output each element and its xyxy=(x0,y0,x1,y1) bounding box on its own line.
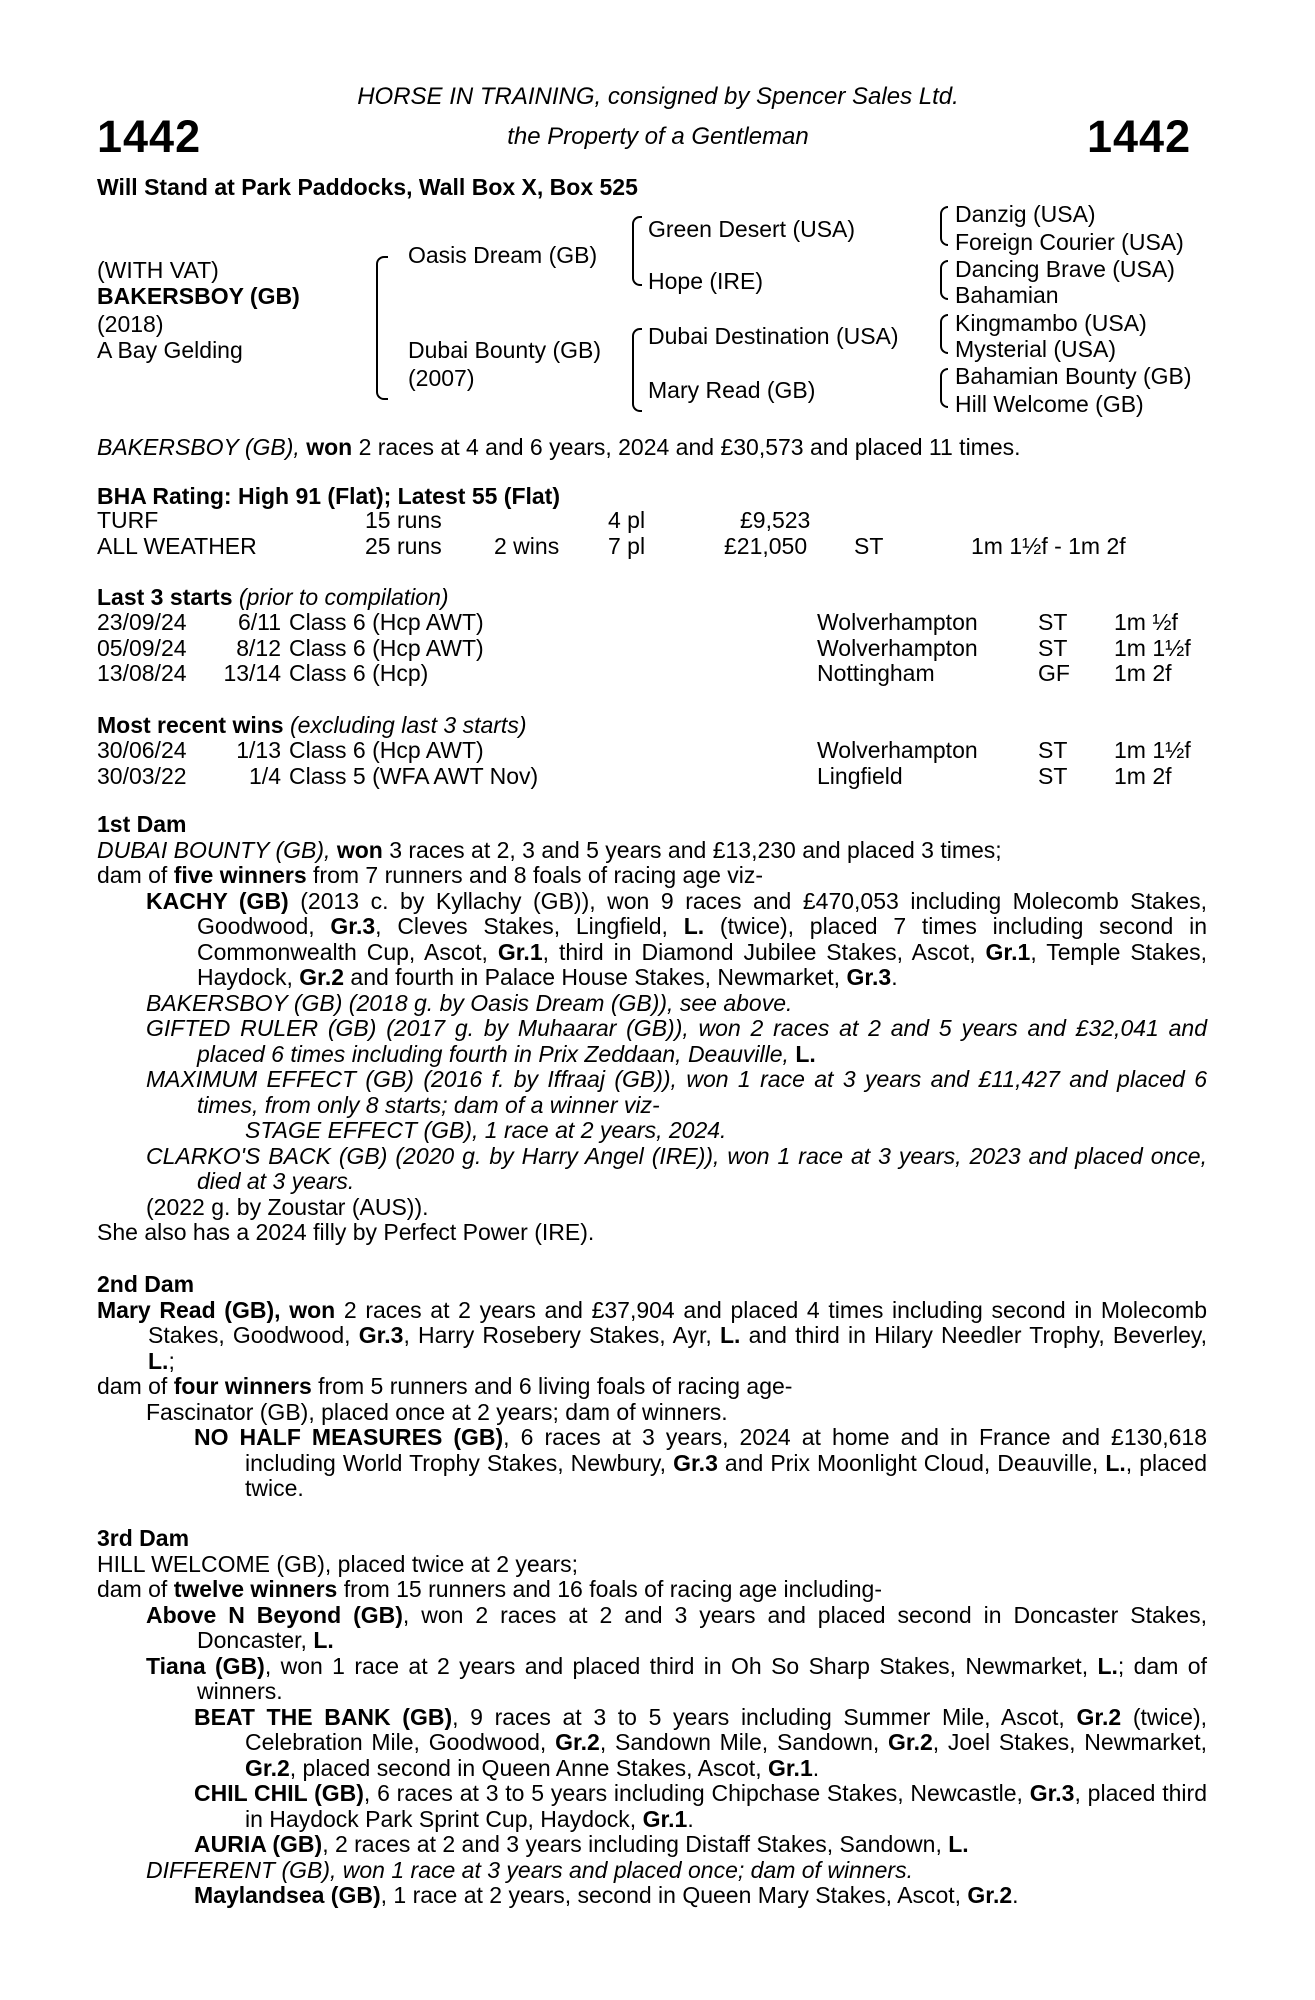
record-text: ; xyxy=(168,1347,175,1374)
placed: 4 pl xyxy=(608,507,646,533)
grandprogeny-no-half-measures xyxy=(97,1425,1207,1502)
record-text: 3 races at 2, 3 and 5 years and £13,230 and placed 3 times; xyxy=(389,836,1002,863)
horse-name: BAKERSBOY (GB) xyxy=(97,283,300,309)
last3-note: (prior to compilation) xyxy=(238,584,449,610)
dam-of-label: dam of xyxy=(97,1373,168,1399)
progeny-kachy xyxy=(97,889,1207,991)
third-dam-section xyxy=(97,1526,1207,1909)
filly-note: She also has a 2024 filly by Perfect Power (IRE). xyxy=(97,1219,595,1245)
grandprogeny-auria xyxy=(97,1832,1207,1858)
produce-text: from 15 runners and 16 foals of racing age including- xyxy=(343,1576,882,1602)
stand-location: Will Stand at Park Paddocks, Wall Box X, Box 525 xyxy=(97,174,638,200)
listed-label: L. xyxy=(948,1831,969,1857)
distance: 1m 1½f - 1m 2f xyxy=(971,532,1126,559)
summary-record: 2 races at 4 and 6 years, 2024 and £30,573 and placed 11 times. xyxy=(358,434,1021,460)
grade-label: Gr.2 xyxy=(888,1729,933,1755)
distance: 1m 1½f xyxy=(1114,634,1191,661)
grandsire-7: Bahamian Bounty (GB) xyxy=(955,363,1192,389)
grade-label: Gr.2 xyxy=(245,1754,290,1781)
surface: ALL WEATHER xyxy=(97,532,257,559)
dam-dam-name: Mary Read (GB) xyxy=(648,377,816,403)
last3-heading xyxy=(97,584,449,610)
winners-count: five winners xyxy=(173,862,307,888)
surface: TURF xyxy=(97,507,159,533)
race-class: Class 6 (Hcp AWT) xyxy=(289,737,484,763)
pedigree-brace-sire xyxy=(632,216,642,286)
sire-dam-name: Hope (IRE) xyxy=(648,268,764,294)
prize: £9,523 xyxy=(740,507,811,533)
course: Nottingham xyxy=(817,660,935,686)
progeny-text: , placed twice. xyxy=(245,1449,1208,1501)
distance: 1m 2f xyxy=(1114,660,1172,686)
progeny-text: , Cleves Stakes, Lingfield, xyxy=(375,913,668,939)
race-class: Class 6 (Hcp AWT) xyxy=(289,634,484,661)
progeny-text: (2013 c. by Kyllachy (GB)), won 9 races and £470,053 including Molecomb Stakes, Goodwood, xyxy=(197,887,1207,939)
listed-label: L. xyxy=(683,913,705,939)
position: 6/11 xyxy=(237,609,281,635)
grandsire-1: Danzig (USA) xyxy=(955,201,1096,227)
listed-label: L. xyxy=(1097,1652,1118,1679)
summary-horse-name: BAKERSBOY (GB), xyxy=(97,434,300,460)
recent-wins-note: (excluding last 3 starts) xyxy=(290,712,527,738)
progeny-name: NO HALF MEASURES (GB) xyxy=(194,1424,504,1450)
progeny-name: BEAT THE BANK (GB) xyxy=(194,1703,453,1730)
runs: 15 runs xyxy=(365,507,442,533)
position: 13/14 xyxy=(223,660,281,686)
progeny-maximum-effect: MAXIMUM EFFECT (GB) (2016 f. by Iffraaj (GB)), won 1 race at 3 years and £11,427 and placed 6 times, from only 8 starts; dam of a winner viz- xyxy=(146,1066,1207,1118)
progeny-name: AURIA (GB) xyxy=(194,1831,323,1857)
progeny-clarkos-back: CLARKO'S BACK (GB) (2020 g. by Harry Angel (IRE)), won 1 race at 3 years, 2023 and placed once, died at 3 years. xyxy=(146,1142,1207,1194)
date: 30/03/22 xyxy=(97,762,187,789)
progeny-text: , Joel Stakes, Newmarket, xyxy=(932,1729,1207,1755)
grade-label: Gr.1 xyxy=(767,1754,813,1781)
race-summary xyxy=(97,434,1021,460)
progeny-name: Tiana (GB) xyxy=(146,1652,265,1679)
progeny-text: . xyxy=(687,1805,694,1832)
placed: 7 pl xyxy=(608,532,646,559)
date: 30/06/24 xyxy=(97,737,187,763)
grade-label: Gr.3 xyxy=(1029,1780,1075,1806)
progeny-text: and fourth in Palace House Stakes, Newmarket, xyxy=(350,964,841,990)
race-class: Class 6 (Hcp AWT) xyxy=(289,609,484,635)
property-line: the Property of a Gentleman xyxy=(507,123,809,150)
pedigree-brace-dam xyxy=(632,328,642,412)
grade-label: Gr.3 xyxy=(846,964,892,990)
grandsire-4: Bahamian xyxy=(955,282,1059,308)
prize: £21,050 xyxy=(724,532,808,559)
grade-label: Gr.3 xyxy=(358,1322,404,1348)
progeny-text: , third in Diamond Jubilee Stakes, Ascot, xyxy=(542,938,976,965)
course: Lingfield xyxy=(817,762,903,789)
progeny-text: , won 1 race at 2 years and placed third in Oh So Sharp Stakes, Newmarket, xyxy=(264,1652,1089,1679)
progeny-bakersboy: BAKERSBOY (GB) (2018 g. by Oasis Dream (GB)), see above. xyxy=(146,989,793,1016)
grandsire-5: Kingmambo (USA) xyxy=(955,310,1147,336)
runs: 25 runs xyxy=(365,532,442,559)
progeny-text: , Temple Stakes, Haydock, xyxy=(197,938,1208,990)
winners-count: four winners xyxy=(173,1373,312,1399)
going: ST xyxy=(1038,762,1068,789)
grandsire-6: Mysterial (USA) xyxy=(955,336,1117,362)
grade-label: Gr.2 xyxy=(967,1882,1013,1908)
progeny-text: , 9 races at 3 to 5 years including Summer Mile, Ascot, xyxy=(452,1703,1065,1730)
grade-label: Gr.3 xyxy=(673,1449,718,1476)
progeny-text: , 6 races at 3 to 5 years including Chipchase Stakes, Newcastle, xyxy=(363,1780,1023,1806)
progeny-text: . xyxy=(1012,1882,1019,1908)
grade-label: Gr.2 xyxy=(1076,1703,1122,1730)
grade-label: Gr.3 xyxy=(330,913,376,939)
record-text: 2 races at 2 years and £37,904 and placed 4 times including second in Molecomb Stakes, Goodwood, xyxy=(148,1296,1208,1348)
progeny-text: , placed third in Haydock Park Sprint Cup, Haydock, xyxy=(245,1780,1207,1832)
grade-label: Gr.1 xyxy=(642,1805,688,1832)
progeny-different: DIFFERENT (GB), won 1 race at 3 years and placed once; dam of winners. xyxy=(146,1856,913,1883)
second-dam-produce xyxy=(97,1374,1207,1400)
third-dam-produce xyxy=(97,1577,1207,1603)
pedigree-brace-main xyxy=(376,256,388,400)
going: ST xyxy=(854,532,884,559)
first-dam-record xyxy=(97,838,1207,864)
listed-label: L. xyxy=(1105,1449,1126,1476)
progeny-name: Above N Beyond (GB) xyxy=(146,1601,403,1628)
record-text: , Harry Rosebery Stakes, Ayr, xyxy=(403,1322,712,1348)
listed-label: L. xyxy=(719,1322,741,1348)
dam-name: Dubai Bounty (GB) xyxy=(408,337,602,363)
progeny-text: , won 2 races at 2 and 3 years and placed second in Doncaster Stakes, Doncaster, xyxy=(197,1601,1207,1653)
dam-name: DUBAI BOUNTY (GB), xyxy=(97,836,331,863)
grandprogeny-chil-chil xyxy=(97,1781,1207,1832)
recent-wins-heading xyxy=(97,712,526,738)
grade-label: Gr.1 xyxy=(985,938,1031,965)
lot-number-left: 1442 xyxy=(97,111,202,162)
progeny-fascinator: Fascinator (GB), placed once at 2 years; dam of winners. xyxy=(146,1398,728,1425)
grandsire-2: Foreign Courier (USA) xyxy=(955,229,1184,255)
progeny-text: , 1 race at 2 years, second in Queen Mary Stakes, Ascot, xyxy=(380,1882,962,1908)
won-label: won xyxy=(289,1296,336,1323)
progeny-text: , Sandown Mile, Sandown, xyxy=(599,1729,880,1755)
progeny-text: and Prix Moonlight Cloud, Deauville, xyxy=(724,1449,1099,1476)
grandsire-3: Dancing Brave (USA) xyxy=(955,256,1175,282)
dam-name: Mary Read (GB), xyxy=(97,1296,281,1323)
progeny-name: Maylandsea (GB) xyxy=(194,1882,381,1908)
third-dam-record: HILL WELCOME (GB), placed twice at 2 years; xyxy=(97,1550,579,1577)
dam-year: (2007) xyxy=(408,365,475,391)
grade-label: Gr.2 xyxy=(555,1729,600,1755)
position: 1/13 xyxy=(236,737,281,763)
third-dam-heading: 3rd Dam xyxy=(97,1525,190,1551)
progeny-text: (twice), Celebration Mile, Goodwood, xyxy=(245,1703,1208,1755)
winners-count: twelve winners xyxy=(173,1576,338,1602)
recent-wins-title: Most recent wins xyxy=(97,712,284,738)
second-dam-heading: 2nd Dam xyxy=(97,1271,195,1297)
race-class: Class 6 (Hcp) xyxy=(289,660,429,686)
first-dam-section xyxy=(97,812,1207,1246)
grandprogeny-stage-effect: STAGE EFFECT (GB), 1 race at 2 years, 2024. xyxy=(245,1117,727,1143)
consignor-line: HORSE IN TRAINING, consigned by Spencer Sales Ltd. xyxy=(357,83,959,110)
pedigree-brace-g2 xyxy=(940,260,948,300)
progeny-gifted-ruler xyxy=(97,1016,1207,1067)
first-dam-heading: 1st Dam xyxy=(97,811,187,837)
grandsire-8: Hill Welcome (GB) xyxy=(955,391,1144,417)
progeny-text: (twice), placed 7 times including second in Commonwealth Cup, Ascot, xyxy=(197,913,1207,965)
progeny-name: CHIL CHIL (GB) xyxy=(194,1780,364,1806)
progeny-text: ; dam of winners. xyxy=(197,1652,1207,1704)
going: ST xyxy=(1038,609,1068,635)
grade-label: Gr.1 xyxy=(497,938,543,965)
progeny-name: KACHY (GB) xyxy=(146,887,289,914)
distance: 1m ½f xyxy=(1114,609,1178,635)
grandprogeny-maylandsea xyxy=(97,1883,1207,1909)
progeny-above-n-beyond xyxy=(97,1603,1207,1654)
progeny-text: , placed second in Queen Anne Stakes, Ascot, xyxy=(289,1754,762,1781)
pedigree-brace-g1 xyxy=(940,206,948,246)
course: Wolverhampton xyxy=(817,609,978,635)
grandprogeny-beat-the-bank xyxy=(97,1705,1207,1782)
race-class: Class 5 (WFA AWT Nov) xyxy=(289,762,539,789)
second-dam-record xyxy=(97,1298,1207,1375)
position: 8/12 xyxy=(236,634,281,661)
dam-of-label: dam of xyxy=(97,862,168,888)
going: GF xyxy=(1038,660,1070,686)
first-dam-produce xyxy=(97,863,1207,889)
going: ST xyxy=(1038,634,1068,661)
position: 1/4 xyxy=(249,762,281,789)
distance: 1m 1½f xyxy=(1114,737,1191,763)
going: ST xyxy=(1038,737,1068,763)
progeny-text: , 6 races at 3 years, 2024 at home and in France and £130,618 including World Trophy Stakes, Newbury, xyxy=(245,1424,1207,1476)
wins: 2 wins xyxy=(494,532,560,559)
dam-sire-name: Dubai Destination (USA) xyxy=(648,323,899,349)
lot-number-right: 1442 xyxy=(1087,111,1192,162)
progeny-text: GIFTED RULER (GB) (2017 g. by Muhaarar (GB)), won 2 races at 2 and 5 years and £32,041 and placed 6 times including fourth in Prix Zeddaan, Deauville, xyxy=(146,1015,1207,1067)
last3-title: Last 3 starts xyxy=(97,584,233,610)
bha-rating-heading: BHA Rating: High 91 (Flat); Latest 55 (Flat) xyxy=(97,483,560,509)
second-dam-section xyxy=(97,1272,1207,1502)
dam-of-label: dam of xyxy=(97,1576,168,1602)
listed-label: L. xyxy=(795,1040,816,1067)
date: 05/09/24 xyxy=(97,634,187,661)
progeny-2022: (2022 g. by Zoustar (AUS)). xyxy=(146,1193,429,1220)
course: Wolverhampton xyxy=(817,634,978,661)
pedigree-brace-g4 xyxy=(940,368,948,408)
summary-won: won xyxy=(306,434,353,460)
progeny-tiana xyxy=(97,1654,1207,1705)
date: 13/08/24 xyxy=(97,660,187,686)
vat-note: (WITH VAT) xyxy=(97,257,219,283)
won-label: won xyxy=(336,836,383,863)
sire-sire-name: Green Desert (USA) xyxy=(648,216,856,242)
horse-year: (2018) xyxy=(97,311,164,337)
sire-name: Oasis Dream (GB) xyxy=(408,242,598,268)
listed-label: L. xyxy=(148,1347,169,1374)
date: 23/09/24 xyxy=(97,609,187,635)
record-text: and third in Hilary Needler Trophy, Beverley, xyxy=(748,1322,1208,1348)
progeny-text: . xyxy=(891,964,898,990)
pedigree-brace-g3 xyxy=(940,314,948,354)
horse-description: A Bay Gelding xyxy=(97,337,243,363)
progeny-text: , 2 races at 2 and 3 years including Distaff Stakes, Sandown, xyxy=(322,1831,942,1857)
listed-label: L. xyxy=(313,1627,334,1653)
progeny-text: . xyxy=(812,1754,820,1781)
produce-text: from 5 runners and 6 living foals of racing age- xyxy=(318,1373,793,1399)
distance: 1m 2f xyxy=(1114,762,1172,789)
grade-label: Gr.2 xyxy=(299,964,345,990)
course: Wolverhampton xyxy=(817,737,978,763)
produce-text: from 7 runners and 8 foals of racing age viz- xyxy=(313,862,764,888)
